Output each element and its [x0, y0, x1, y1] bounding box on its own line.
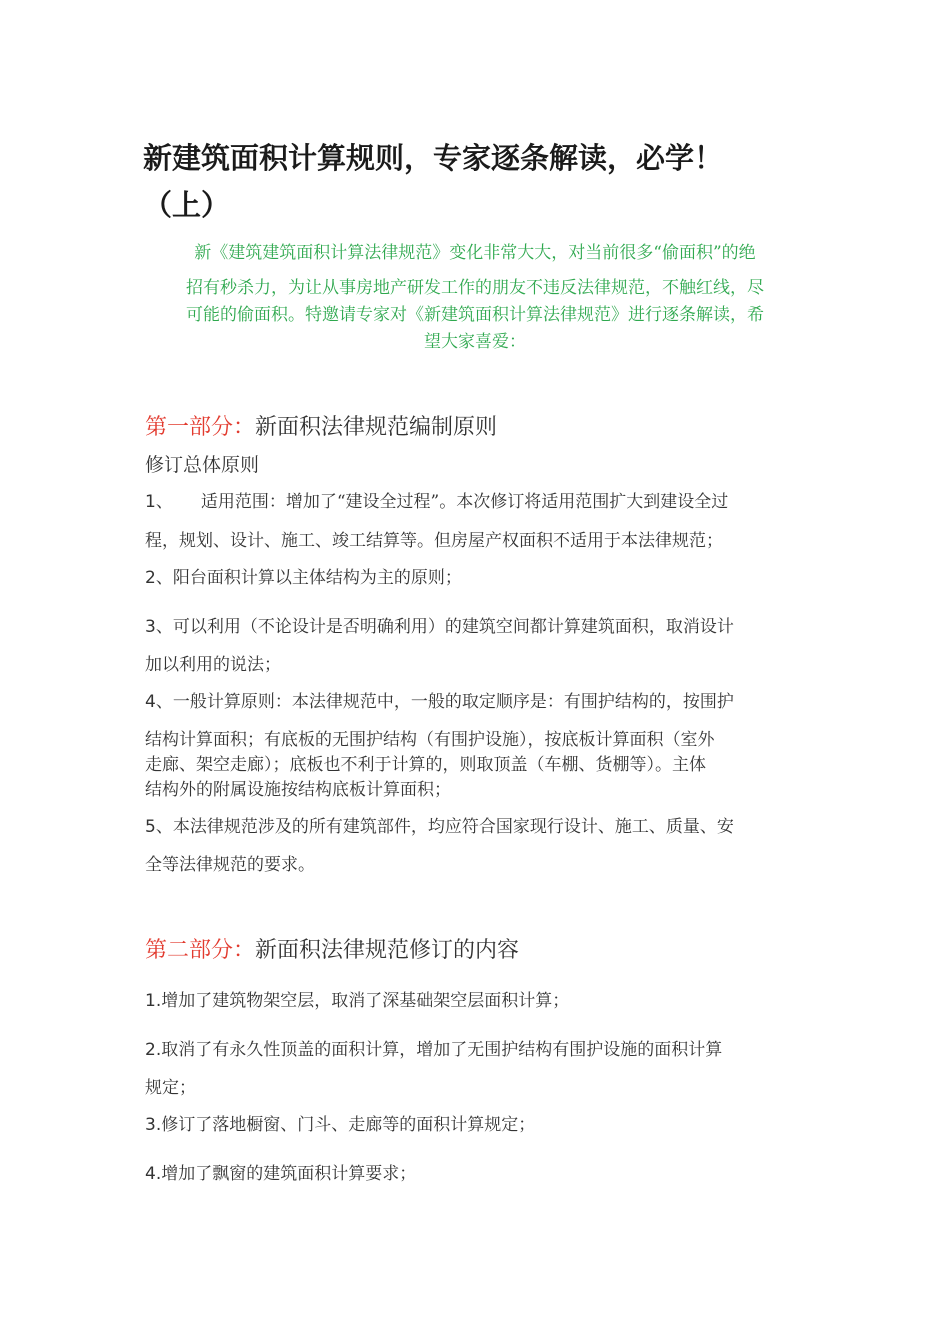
part1-item2-line1 [145, 563, 462, 588]
part1-item4-text: 一般计算原则：本法律规范中，一般的取定顺序是：有围护结构的，按围护 [172, 692, 734, 712]
part1-label: 第一部分： [145, 415, 256, 440]
part2-item1-line1 [145, 986, 569, 1011]
intro-line-2: 招有秒杀力，为让从事房地产研发工作的朋友不违反法律规范，不触红线，尽 [186, 278, 764, 298]
intro-line-4: 望大家喜爱： [424, 332, 526, 352]
part2-heading [145, 933, 519, 964]
part1-item4-number: 4、 [145, 692, 173, 712]
part2-item2-text: 取消了有永久性顶盖的面积计算，增加了无围护结构有围护设施的面积计算 [161, 1040, 723, 1060]
part1-item4-line1 [145, 687, 734, 712]
part1-item3-number: 3、 [145, 617, 173, 637]
part1-subheading: 修订总体原则 [145, 454, 260, 476]
part1-item4-line4: 结构外的附属设施按结构底板计算面积； [145, 780, 451, 800]
part1-item2-text: 阳台面积计算以主体结构为主的原则； [172, 568, 462, 588]
part1-heading-text: 新面积法律规范编制原则 [255, 415, 498, 440]
intro-line-1: 新《建筑建筑面积计算法律规范》变化非常大大，对当前很多“偷面积”的绝 [194, 243, 756, 263]
part2-label: 第二部分： [145, 938, 256, 963]
part2-item3-line1 [145, 1110, 535, 1135]
part2-item1-number: 1. [145, 991, 162, 1011]
part1-item1-text: 适用范围：增加了“建设全过程”。本次修订将适用范围扩大到建设全过 [200, 492, 729, 512]
part2-item3-number: 3. [145, 1115, 162, 1135]
intro-line-3: 可能的偷面积。特邀请专家对《新建筑面积计算法律规范》进行逐条解读，希 [186, 305, 764, 325]
part1-item1-number: 1、 [145, 492, 173, 512]
part1-item5-text: 本法律规范涉及的所有建筑部件，均应符合国家现行设计、施工、质量、安 [172, 817, 734, 837]
part2-item2-line1 [145, 1035, 722, 1060]
part1-heading [145, 410, 497, 441]
part1-item5-line2: 全等法律规范的要求。 [145, 855, 315, 875]
part2-item4-line1 [145, 1159, 416, 1184]
title-line-2: （上） [143, 188, 231, 222]
part2-item3-text: 修订了落地橱窗、门斗、走廊等的面积计算规定； [161, 1115, 536, 1135]
part2-item2-line2: 规定； [145, 1078, 196, 1098]
part2-item4-number: 4. [145, 1164, 162, 1184]
part1-item2-number: 2、 [145, 568, 173, 588]
part1-item5-number: 5、 [145, 817, 173, 837]
part1-item3-text: 可以利用（不论设计是否明确利用）的建筑空间都计算建筑面积，取消设计 [172, 617, 734, 637]
part2-item2-number: 2. [145, 1040, 162, 1060]
title-line-1: 新建筑面积计算规则，专家逐条解读，必学！ [143, 141, 724, 175]
part1-item4-line2: 结构计算面积；有底板的无围护结构（有围护设施），按底板计算面积（室外 [145, 730, 715, 750]
part1-item1-line1 [145, 487, 728, 512]
part2-heading-text: 新面积法律规范修订的内容 [255, 938, 520, 963]
part1-item3-line2: 加以利用的说法； [145, 655, 281, 675]
part2-item4-text: 增加了飘窗的建筑面积计算要求； [161, 1164, 417, 1184]
part1-item1-line2: 程，规划、设计、施工、竣工结算等。但房屋产权面积不适用于本法律规范； [145, 531, 723, 551]
part1-item4-line3: 走廊、架空走廊）；底板也不利于计算的，则取顶盖（车棚、货棚等）。主体 [145, 755, 706, 775]
part1-item5-line1 [145, 812, 734, 837]
part1-item3-line1 [145, 612, 734, 637]
part2-item1-text: 增加了建筑物架空层，取消了深基础架空层面积计算； [161, 991, 570, 1011]
